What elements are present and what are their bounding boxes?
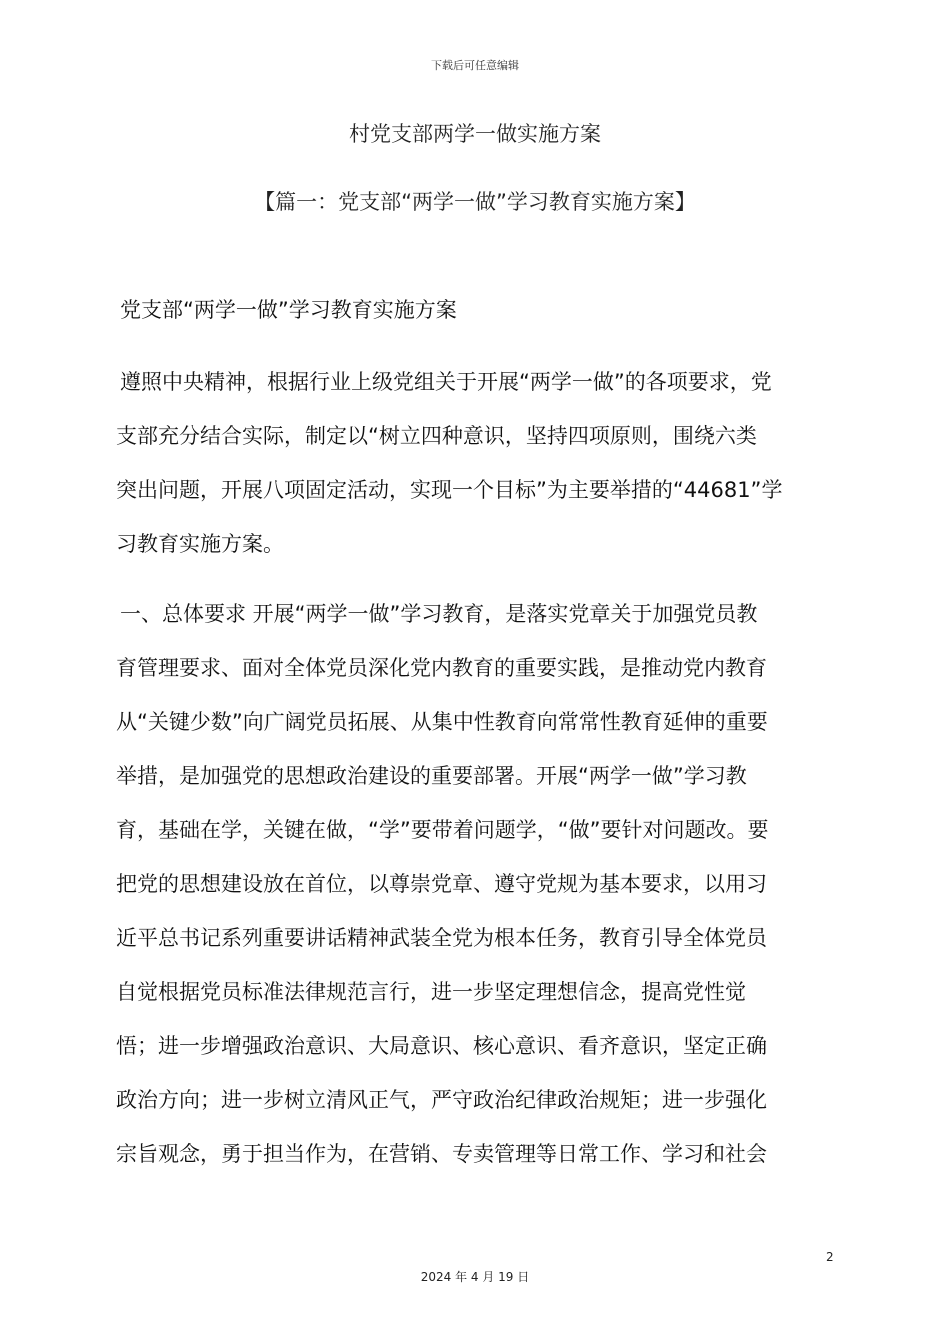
paragraph-line: 突出问题，开展八项固定活动，实现一个目标”为主要举措的“44681”学: [116, 478, 783, 502]
paragraph-line: 近平总书记系列重要讲话精神武装全党为根本任务，教育引导全体党员: [116, 926, 767, 950]
section-title: 【篇一：党支部“两学一做”学习教育实施方案】: [254, 190, 696, 214]
paragraph-line: 悟；进一步增强政治意识、大局意识、核心意识、看齐意识，坚定正确: [116, 1034, 767, 1058]
page-number: 2: [826, 1250, 834, 1264]
paragraph-line: 育，基础在学，关键在做，“学”要带着问题学，“做”要针对问题改。要: [116, 818, 769, 842]
paragraph-line: 宗旨观念，勇于担当作为，在营销、专卖管理等日常工作、学习和社会: [116, 1142, 767, 1166]
paragraph-line: 习教育实施方案。: [116, 532, 284, 556]
paragraph-line: 举措，是加强党的思想政治建设的重要部署。开展“两学一做”学习教: [116, 764, 747, 788]
plan-subtitle: 党支部“两学一做”学习教育实施方案: [120, 298, 457, 322]
paragraph-line: 从“关键少数”向广阔党员拓展、从集中性教育向常常性教育延伸的重要: [116, 710, 768, 734]
footer-date: 2024 年 4 月 19 日: [420, 1270, 530, 1284]
paragraph-line: 遵照中央精神，根据行业上级党组关于开展“两学一做”的各项要求，党: [120, 370, 772, 394]
paragraph-line: 育管理要求、面对全体党员深化党内教育的重要实践，是推动党内教育: [116, 656, 767, 680]
paragraph-line: 支部充分结合实际，制定以“树立四种意识，坚持四项原则，围绕六类: [116, 424, 757, 448]
paragraph-line: 自觉根据党员标准法律规范言行，进一步坚定理想信念，提高党性觉: [116, 980, 746, 1004]
header-note: 下载后可任意编辑: [431, 59, 519, 72]
paragraph-line: 把党的思想建设放在首位，以尊崇党章、遵守党规为基本要求，以用习: [116, 872, 767, 896]
paragraph-line: 一、总体要求 开展“两学一做”学习教育，是落实党章关于加强党员教: [120, 602, 758, 626]
paragraph-line: 政治方向；进一步树立清风正气，严守政治纪律政治规矩；进一步强化: [116, 1088, 767, 1112]
document-title: 村党支部两学一做实施方案: [349, 122, 601, 146]
